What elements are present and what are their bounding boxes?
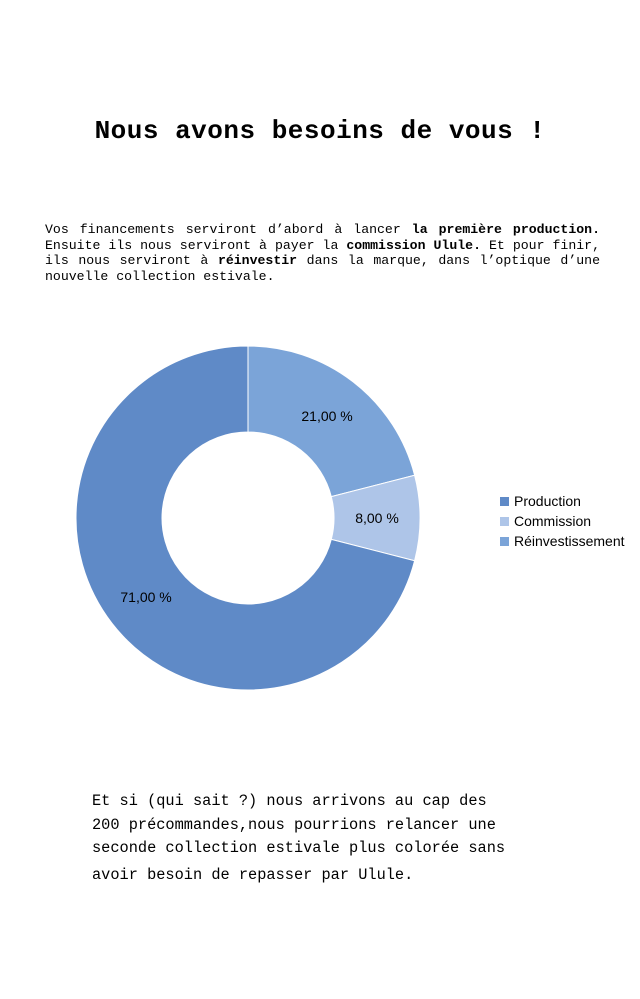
closing-paragraph — [92, 790, 562, 887]
donut-chart-svg — [60, 330, 500, 710]
intro-bold-production: la première production. — [411, 222, 600, 237]
legend-swatch-commission — [500, 517, 509, 526]
legend-item-reinvestissement — [500, 531, 625, 551]
legend-swatch-reinvestissement — [500, 537, 509, 546]
donut-chart — [60, 330, 640, 710]
intro-text-4: dans la marque, dans l’optique d’une nouvelle collection estivale. — [45, 253, 600, 284]
page-title: Nous avons besoins de vous ! — [94, 116, 546, 146]
data-label-production: 71,00 % — [120, 589, 172, 606]
legend-item-production — [500, 491, 625, 511]
chart-legend — [500, 491, 625, 551]
intro-bold-commission: commission Ulule. — [346, 237, 482, 253]
intro-bold-reinvestir: réinvestir — [217, 253, 298, 268]
legend-label-reinvestissement: Réinvestissement — [514, 533, 625, 549]
closing-line-4: avoir besoin de repasser par Ulule. — [92, 865, 414, 884]
legend-label-commission: Commission — [514, 513, 592, 529]
legend-label-production: Production — [514, 493, 581, 509]
intro-paragraph — [45, 222, 600, 284]
intro-text-2: Ensuite ils nous serviront à payer la — [45, 237, 347, 253]
data-label-reinvestissement: 21,00 % — [301, 408, 353, 425]
intro-text-3: Et pour finir, ils nous serviront à — [45, 237, 600, 268]
data-label-commission: 8,00 % — [355, 510, 399, 526]
legend-swatch-production — [500, 497, 509, 506]
closing-line-2: 200 précommandes,nous pourrions relancer une — [92, 815, 496, 834]
closing-line-3: seconde collection estivale plus colorée sans — [92, 839, 506, 857]
legend-item-commission — [500, 511, 625, 531]
intro-text-1: Vos financements serviront d’abord à lancer — [45, 222, 412, 237]
closing-line-1: Et si (qui sait ?) nous arrivons au cap des — [92, 792, 487, 810]
